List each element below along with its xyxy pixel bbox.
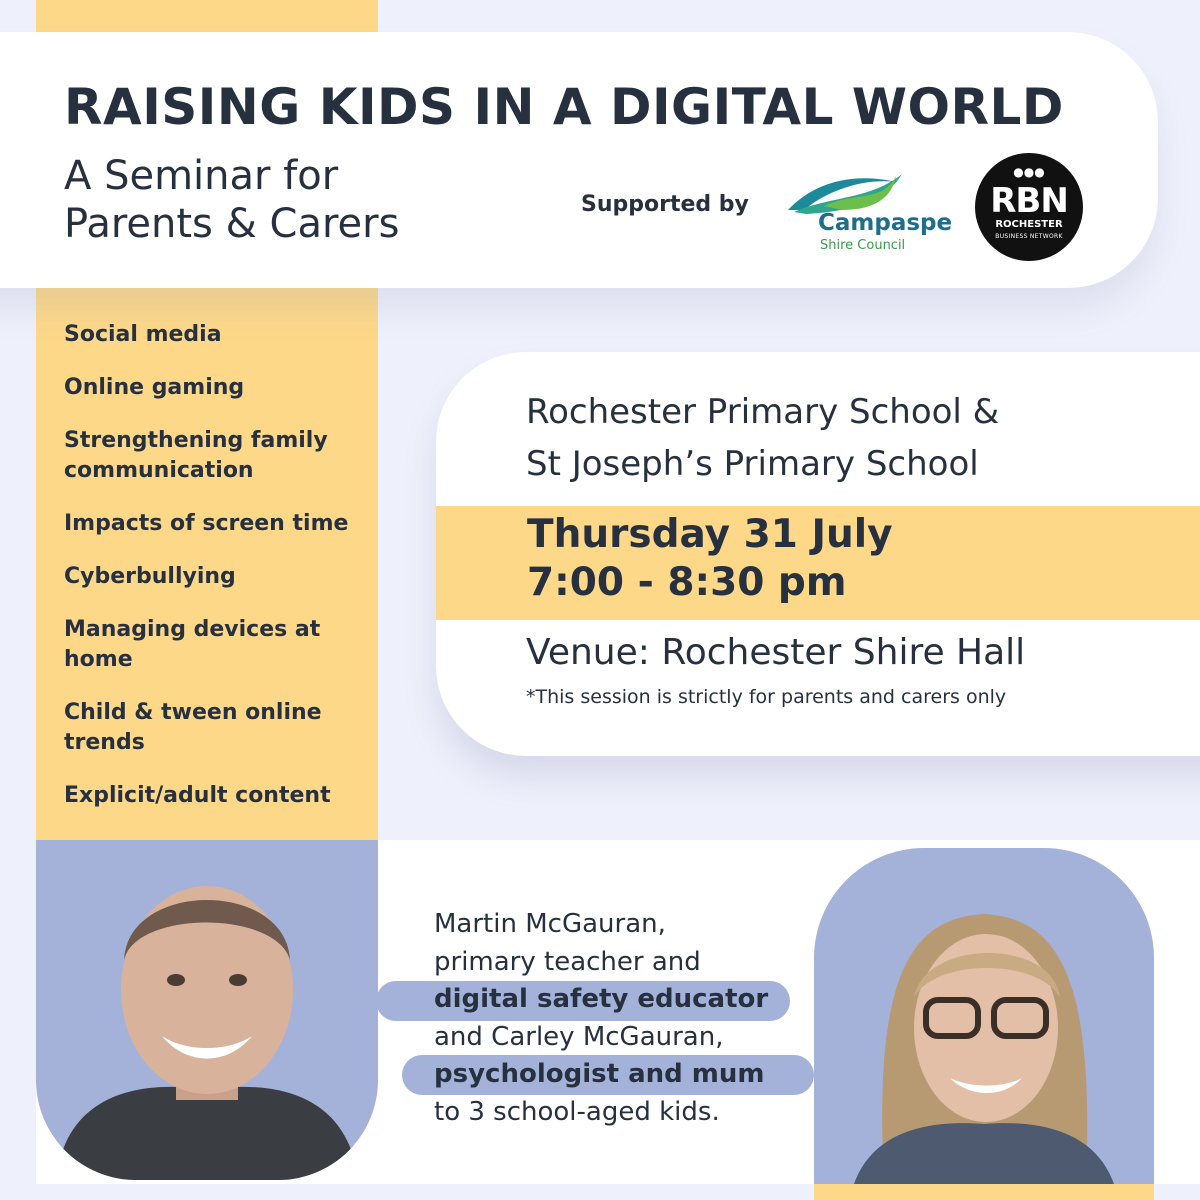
topic-item: Cyberbullying: [64, 564, 236, 589]
rbn-line-1: ROCHESTER: [995, 219, 1063, 230]
bio-line-1: Martin McGauran,: [434, 909, 666, 939]
page-subtitle: [64, 152, 524, 248]
campaspe-subtitle: Shire Council: [820, 238, 906, 253]
topic-item: Child & tween online trends: [64, 700, 322, 755]
rbn-logo: [975, 153, 1083, 261]
campaspe-name: Campaspe: [818, 210, 953, 236]
event-venue: Venue: Rochester Shire Hall: [526, 632, 1026, 673]
carley-photo: [814, 848, 1154, 1184]
martin-photo: [36, 840, 378, 1180]
topic-item: Managing devices at home: [64, 617, 321, 672]
event-date: Thursday 31 July: [527, 512, 893, 557]
school-line-2: St Joseph’s Primary School: [526, 444, 979, 484]
page-title: RAISING KIDS IN A DIGITAL WORLD: [64, 78, 1064, 136]
man-portrait-icon: [36, 840, 378, 1180]
event-note: *This session is strictly for parents and carers only: [526, 686, 1007, 708]
subtitle-line-2: Parents & Carers: [64, 201, 400, 247]
topics-list: [64, 320, 374, 834]
yellow-stripe-bottom: [814, 1184, 1154, 1200]
school-line-1: Rochester Primary School &: [526, 392, 1000, 432]
bio-line-3: [434, 981, 814, 1019]
bio-line-6: to 3 school-aged kids.: [434, 1096, 720, 1127]
topic-item: Strengthening family communication: [64, 428, 328, 483]
topic-item: Social media: [64, 322, 222, 347]
presenters-bio: [434, 906, 814, 1131]
bio-highlight-2: psychologist and mum: [434, 1059, 765, 1089]
bio-line-4: and Carley McGauran,: [434, 1021, 724, 1052]
bio-line-2: primary teacher and: [434, 946, 701, 977]
yellow-stripe-top: [36, 0, 378, 32]
schools-text: [526, 386, 1146, 490]
woman-portrait-icon: [814, 848, 1154, 1184]
supported-by-label: Supported by: [581, 192, 749, 217]
subtitle-line-1: A Seminar for: [64, 153, 339, 199]
people-icon: ●●●: [1013, 165, 1045, 179]
event-time: 7:00 - 8:30 pm: [527, 560, 847, 605]
bio-highlight-1: digital safety educator: [434, 984, 769, 1014]
rbn-initials: RBN: [990, 181, 1068, 221]
rbn-line-2: BUSINESS NETWORK: [995, 233, 1063, 240]
topic-item: Online gaming: [64, 375, 245, 400]
topic-item: Explicit/adult content: [64, 783, 331, 808]
topic-item: Impacts of screen time: [64, 511, 349, 536]
bio-line-5: [434, 1056, 814, 1094]
